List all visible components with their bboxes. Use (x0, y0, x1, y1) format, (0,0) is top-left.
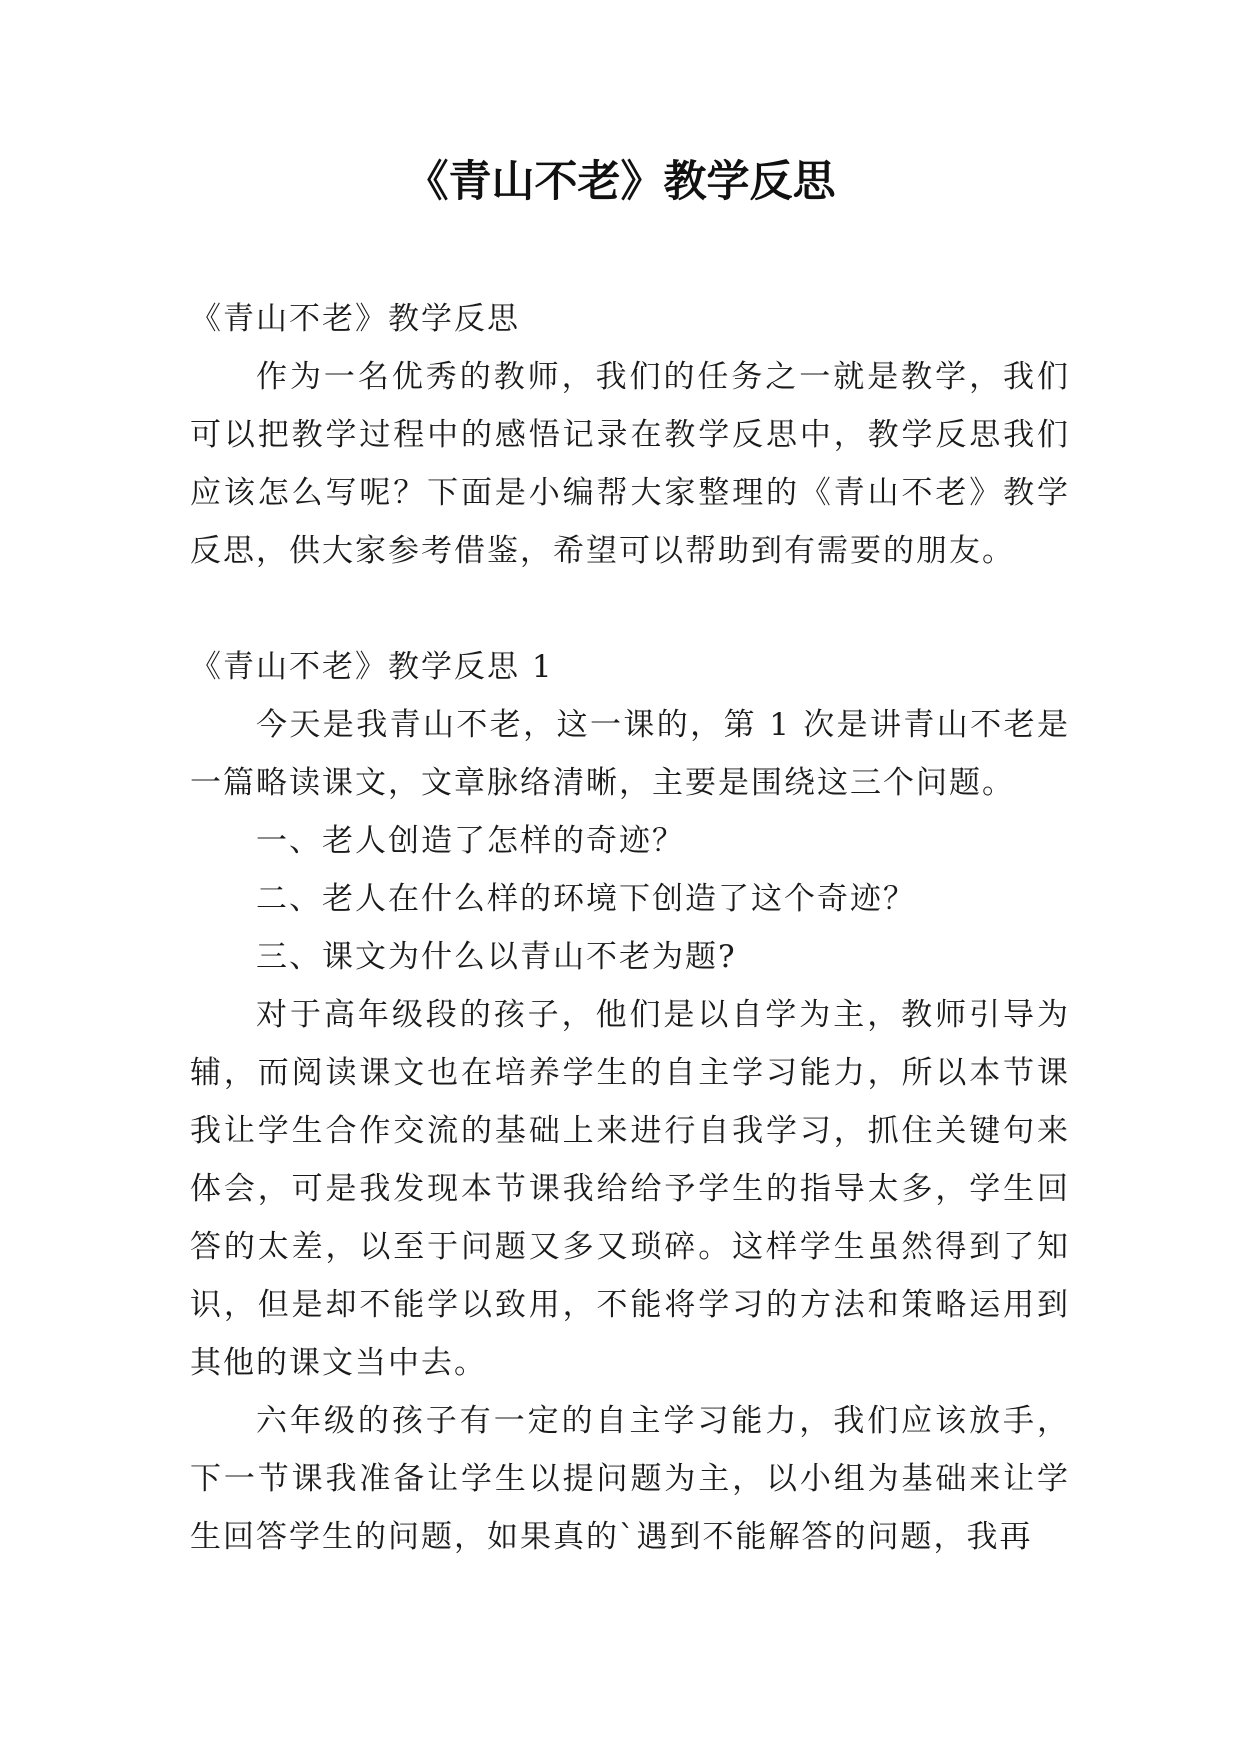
intro-heading: 《青山不老》教学反思 (190, 301, 520, 337)
section-1-question-1: 一、老人创造了怎样的奇迹？ (256, 823, 685, 859)
section-spacer (190, 580, 1070, 638)
section-1-paragraph-2: 对于高年级段的孩子，他们是以自学为主，教师引导为辅，而阅读课文也在培养学生的自主学习能力，所以本节课我让学生合作交流的基础上来进行自我学习，抓住关键句来体会，可是我发现本节课我给给予学生的指导太多，学生回答的太差，以至于问题又多又琐碎。这样学生虽然得到了知识，但是却不能学以致用，不能将学习的方法和策略运用到其他的课文当中去。 (190, 997, 1070, 1381)
section-1-heading: 《青山不老》教学反思 1 (190, 649, 554, 685)
document-body (190, 290, 1070, 1566)
intro-paragraph: 作为一名优秀的教师，我们的任务之一就是教学，我们可以把教学过程中的感悟记录在教学反思中，教学反思我们应该怎么写呢？下面是小编帮大家整理的《青山不老》教学反思，供大家参考借鉴，希望可以帮助到有需要的朋友。 (190, 359, 1070, 569)
section-1-paragraph-1: 今天是我青山不老，这一课的，第 1 次是讲青山不老是一篇略读课文，文章脉络清晰，主要是围绕这三个问题。 (190, 707, 1070, 801)
section-1-question-2: 二、老人在什么样的环境下创造了这个奇迹？ (256, 881, 916, 917)
document-title: 《青山不老》教学反思 (405, 157, 836, 207)
section-1-paragraph-3: 六年级的孩子有一定的自主学习能力，我们应该放手，下一节课我准备让学生以提问题为主，以小组为基础来让学生回答学生的问题，如果真的`遇到不能解答的问题，我再 (190, 1403, 1070, 1555)
section-1-question-3: 三、课文为什么以青山不老为题? (256, 939, 737, 975)
